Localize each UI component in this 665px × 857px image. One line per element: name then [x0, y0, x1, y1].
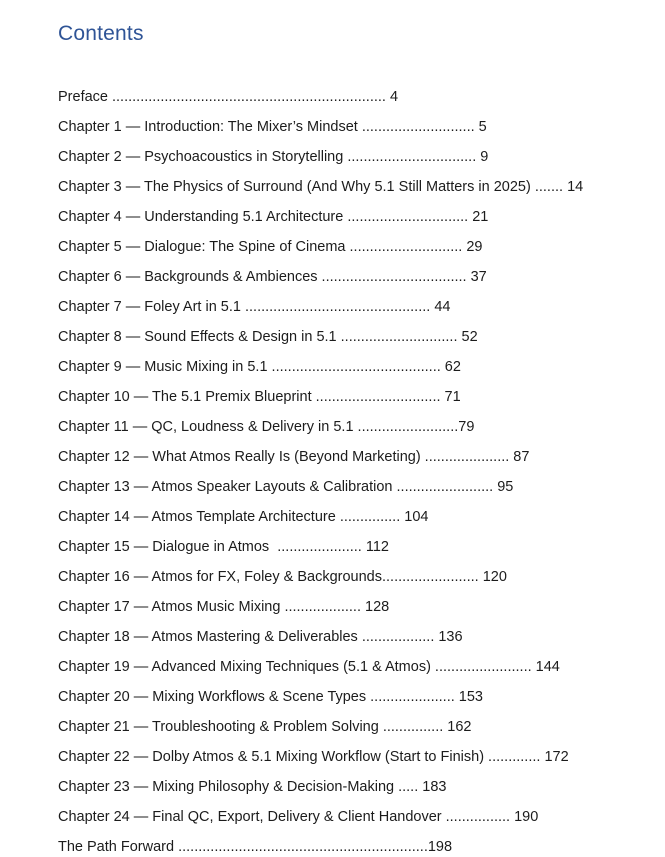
- toc-entry-chapter-24[interactable]: Chapter 24 — Final QC, Export, Delivery & Client Handover ................ 190: [58, 809, 539, 825]
- toc-entry-path-forward[interactable]: The Path Forward ..............................................................198: [58, 839, 453, 855]
- toc-entry-chapter-18[interactable]: Chapter 18 — Atmos Mastering & Deliverables .................. 136: [58, 629, 463, 645]
- toc-list: [58, 82, 645, 857]
- toc-entry-chapter-20[interactable]: Chapter 20 — Mixing Workflows & Scene Types ..................... 153: [58, 689, 483, 705]
- toc-entry-chapter-5[interactable]: Chapter 5 — Dialogue: The Spine of Cinema ............................ 29: [58, 239, 483, 255]
- toc-entry-chapter-19[interactable]: Chapter 19 — Advanced Mixing Techniques (5.1 & Atmos) ........................ 144: [58, 659, 560, 675]
- toc-entry-chapter-16[interactable]: Chapter 16 — Atmos for FX, Foley & Backgrounds........................ 120: [58, 569, 507, 585]
- toc-entry-chapter-12[interactable]: Chapter 12 — What Atmos Really Is (Beyond Marketing) ..................... 87: [58, 449, 530, 465]
- toc-entry-chapter-22[interactable]: Chapter 22 — Dolby Atmos & 5.1 Mixing Workflow (Start to Finish) ............. 172: [58, 749, 569, 765]
- toc-entry-chapter-21[interactable]: Chapter 21 — Troubleshooting & Problem Solving ............... 162: [58, 719, 472, 735]
- toc-entry-chapter-14[interactable]: Chapter 14 — Atmos Template Architecture ............... 104: [58, 509, 429, 525]
- toc-entry-chapter-9[interactable]: Chapter 9 — Music Mixing in 5.1 .......................................... 62: [58, 359, 461, 375]
- toc-entry-chapter-10[interactable]: Chapter 10 — The 5.1 Premix Blueprint ............................... 71: [58, 389, 461, 405]
- toc-entry-chapter-4[interactable]: Chapter 4 — Understanding 5.1 Architecture .............................. 21: [58, 209, 489, 225]
- toc-entry-chapter-3[interactable]: Chapter 3 — The Physics of Surround (And Why 5.1 Still Matters in 2025) ....... 14: [58, 179, 584, 195]
- toc-entry-chapter-2[interactable]: Chapter 2 — Psychoacoustics in Storytelling ................................ 9: [58, 149, 489, 165]
- toc-entry-chapter-15[interactable]: Chapter 15 — Dialogue in Atmos ..................... 112: [58, 539, 389, 555]
- toc-entry-chapter-8[interactable]: Chapter 8 — Sound Effects & Design in 5.1 ............................. 52: [58, 329, 478, 345]
- toc-entry-chapter-11[interactable]: Chapter 11 — QC, Loudness & Delivery in 5.1 .........................79: [58, 419, 475, 435]
- toc-entry-chapter-13[interactable]: Chapter 13 — Atmos Speaker Layouts & Calibration ........................ 95: [58, 479, 514, 495]
- toc-entry-chapter-6[interactable]: Chapter 6 — Backgrounds & Ambiences .................................... 37: [58, 269, 487, 285]
- contents-heading: Contents: [58, 22, 144, 45]
- toc-entry-preface[interactable]: Preface .................................................................... 4: [58, 89, 399, 105]
- toc-entry-chapter-17[interactable]: Chapter 17 — Atmos Music Mixing ................... 128: [58, 599, 390, 615]
- toc-entry-chapter-23[interactable]: Chapter 23 — Mixing Philosophy & Decision-Making ..... 183: [58, 779, 447, 795]
- toc-entry-chapter-1[interactable]: Chapter 1 — Introduction: The Mixer’s Mindset ............................ 5: [58, 119, 487, 135]
- toc-entry-chapter-7[interactable]: Chapter 7 — Foley Art in 5.1 .............................................. 44: [58, 299, 451, 315]
